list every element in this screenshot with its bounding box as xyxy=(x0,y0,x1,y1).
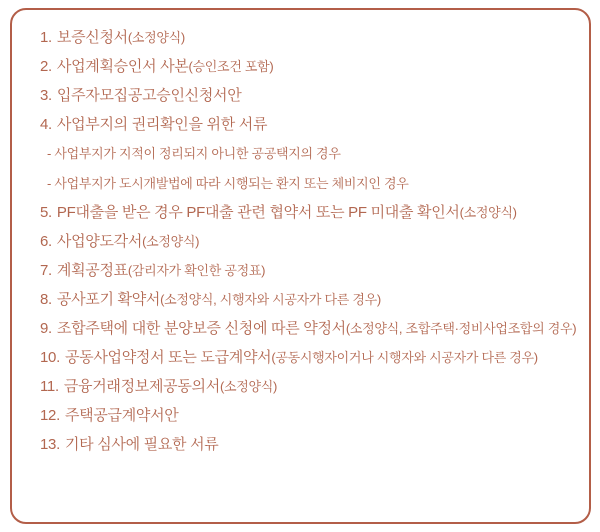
item-number: 1. xyxy=(40,29,52,46)
list-item xyxy=(40,81,579,110)
item-number: 6. xyxy=(40,233,52,250)
list-item xyxy=(40,198,579,227)
item-text xyxy=(65,401,579,430)
item-number: 9. xyxy=(40,320,52,337)
item-number: 10. xyxy=(40,349,60,366)
checklist xyxy=(40,23,579,459)
document-checklist-panel xyxy=(10,8,591,524)
item-text xyxy=(57,227,579,256)
item-text xyxy=(64,372,579,401)
list-item xyxy=(40,372,579,401)
item-number: 2. xyxy=(40,58,52,75)
item-note: (소정양식) xyxy=(142,234,200,249)
item-text xyxy=(57,314,579,343)
item-title: 공동사업약정서 또는 도급계약서 xyxy=(64,349,272,366)
item-number: 12. xyxy=(40,407,60,424)
item-title: 사업양도각서 xyxy=(56,233,143,250)
item-number: 8. xyxy=(40,291,52,308)
item-title: 사업부지의 권리확인을 위한 서류 xyxy=(56,116,268,133)
list-item-block xyxy=(40,343,579,372)
item-title: 주택공급계약서안 xyxy=(64,407,179,424)
list-item-block xyxy=(40,198,579,227)
list-item xyxy=(40,343,579,372)
item-text xyxy=(57,81,579,110)
sub-item-list xyxy=(40,139,579,198)
item-title: 계획공정표 xyxy=(56,262,128,279)
sub-item: - 사업부지가 도시개발법에 따라 시행되는 환지 또는 체비지인 경우 xyxy=(47,175,409,191)
item-note: (소정양식) xyxy=(127,30,185,45)
item-number: 13. xyxy=(40,436,60,453)
item-title: 조합주택에 대한 분양보증 신청에 따른 약정서 xyxy=(56,320,346,337)
list-item-block xyxy=(40,285,579,314)
item-number: 5. xyxy=(40,204,52,221)
list-item-block xyxy=(40,227,579,256)
item-title: 공사포기 확약서 xyxy=(56,291,161,308)
list-item-block xyxy=(40,401,579,430)
list-item-block xyxy=(40,314,579,343)
item-number: 11. xyxy=(40,378,59,395)
item-text xyxy=(65,430,579,459)
list-item xyxy=(40,256,579,285)
item-note: (소정양식) xyxy=(459,205,517,220)
item-text xyxy=(57,52,579,81)
item-note: (공동시행자이거나 시행자와 시공자가 다른 경우) xyxy=(271,350,538,365)
list-item-block xyxy=(40,81,579,110)
list-item xyxy=(40,285,579,314)
item-number: 7. xyxy=(40,262,52,279)
item-title: 입주자모집공고승인신청서안 xyxy=(56,87,242,104)
item-note: (소정양식) xyxy=(219,379,278,394)
list-item xyxy=(40,430,579,459)
list-item-block xyxy=(40,372,579,401)
item-title: PF대출을 받은 경우 PF대출 관련 협약서 또는 PF 미대출 확인서 xyxy=(56,204,460,221)
list-item xyxy=(40,52,579,81)
item-text xyxy=(57,198,579,227)
list-item xyxy=(40,314,579,343)
list-item-block xyxy=(40,256,579,285)
list-item xyxy=(40,227,579,256)
item-text xyxy=(65,343,579,372)
item-note: (소정양식, 조합주택·정비사업조합의 경우) xyxy=(345,321,577,336)
list-item-block xyxy=(40,52,579,81)
item-note: (감리자가 확인한 공정표) xyxy=(127,263,266,278)
list-item xyxy=(40,110,579,139)
list-item xyxy=(40,401,579,430)
item-title: 기타 심사에 필요한 서류 xyxy=(64,436,219,453)
list-item-block xyxy=(40,23,579,52)
list-item-block xyxy=(40,430,579,459)
list-item-block xyxy=(40,110,579,198)
item-note: (소정양식, 시행자와 시공자가 다른 경우) xyxy=(160,292,381,307)
item-number: 4. xyxy=(40,116,52,133)
list-item xyxy=(40,23,579,52)
item-text xyxy=(57,23,579,52)
item-text xyxy=(57,285,579,314)
item-text xyxy=(57,110,579,139)
item-number: 3. xyxy=(40,87,52,104)
item-title: 보증신청서 xyxy=(56,29,128,46)
item-note: (승인조건 포함) xyxy=(188,59,274,74)
sub-item: - 사업부지가 지적이 정리되지 아니한 공공택지의 경우 xyxy=(47,146,341,161)
item-text xyxy=(57,256,579,285)
item-title: 사업계획승인서 사본 xyxy=(56,58,189,75)
item-title: 금융거래정보제공동의서 xyxy=(63,378,220,395)
